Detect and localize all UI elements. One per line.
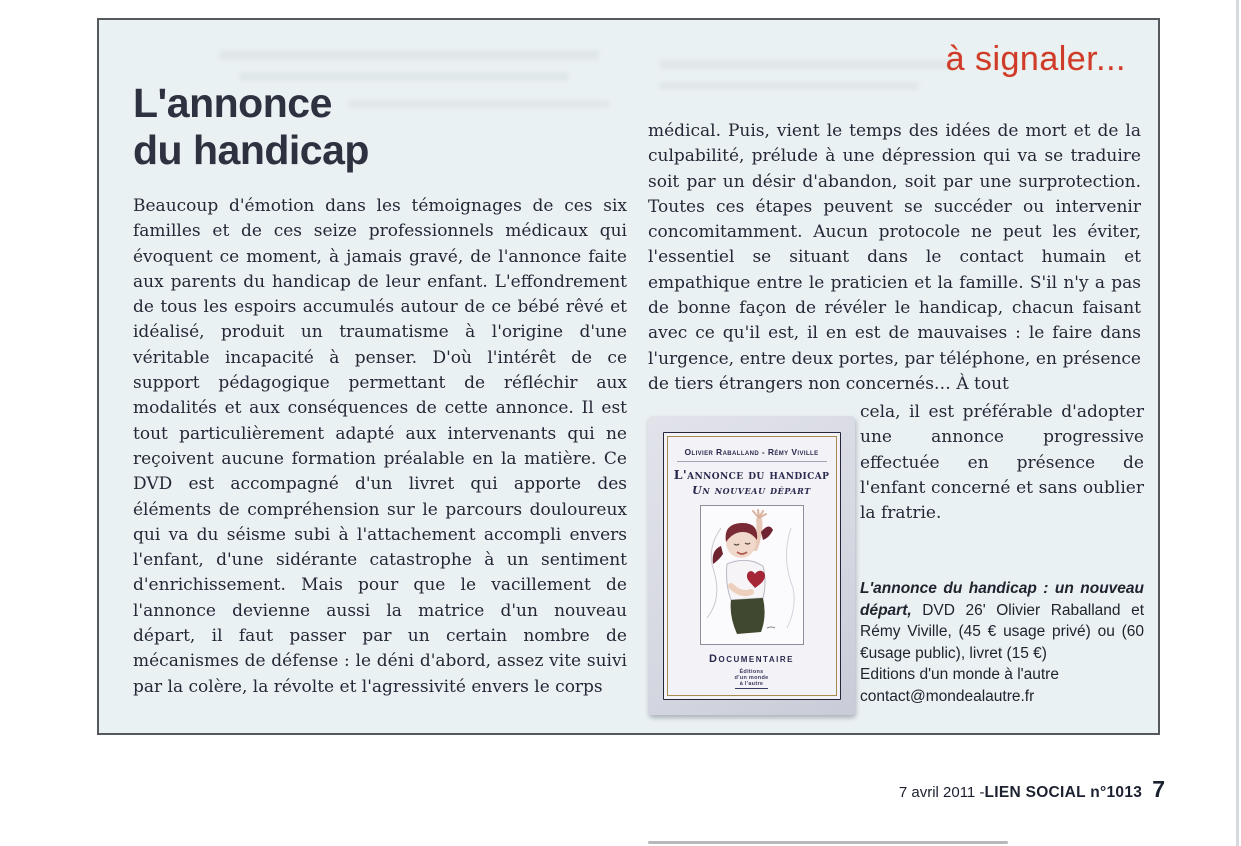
article-title-line1: L'annonce	[133, 80, 332, 126]
caption-title: L'annonce du handicap : un nouveau départ,	[860, 580, 1144, 619]
article-column-right-wrap: cela, il est préférable d'adopter une annonce progressive effectuée en présence de l'enfant concerné et sans oublier la fratrie.	[860, 402, 1144, 524]
dvd-cover-card	[663, 432, 841, 700]
dvd-subtitle: Un nouveau départ	[692, 483, 811, 497]
caption-details: DVD 26' Olivier Raballand et Rémy Viville, (45 € usage privé) ou (60 €usage public), livret (15 €)	[860, 601, 1144, 662]
dvd-genre-label: Documentaire	[709, 652, 794, 665]
article-column-right-top: médical. Puis, vient le temps des idées de mort et de la culpabilité, prélude à une dépression qui va se traduire soit par un désir d'abandon, soit par une surprotection. Toutes ces étapes peuvent se succéder ou intervenir concomitamment. Aucun protocole ne peut les éviter, l'essentiel se situant dans le contact humain et empathique entre le praticien et la famille. S'il n'y a pas de bonne façon de révéler le handicap, chacun faisant avec ce qu'il est, il en est de mauvaises : le faire dans l'urgence, entre deux portes, par téléphone, en présence de tiers étrangers non concernés… À tout	[648, 121, 1141, 394]
girl-with-heart-illustration	[703, 508, 801, 642]
showthrough-artifact	[219, 50, 599, 60]
dvd-caption	[860, 578, 1144, 707]
dvd-authors: Olivier Raballand - Rémy Viville	[684, 446, 819, 457]
footer-page-number: 7	[1152, 776, 1165, 802]
showthrough-artifact	[659, 82, 919, 90]
dvd-publisher-line2: d'un monde	[734, 674, 769, 681]
dvd-publisher-line1: Éditions	[739, 668, 764, 675]
scanner-bottom-artifact	[648, 841, 1008, 844]
article-column-left: Beaucoup d'émotion dans les témoignages de ces six familles et de ces seize professionnels médicaux qui évoquent ce moment, à jamais gravé, de l'annonce faite aux parents du handicap de leur enfant. L'effondrement de tous les espoirs accumulés autour de ce bébé rêvé et idéalisé, produit un traumatisme à l'origine d'une véritable incapacité à penser. D'où l'intérêt de ce support pédagogique permettant de réfléchir aux modalités et aux conséquences de cette annonce. Il est tout particulièrement adapté aux intervenants qui ne reçoivent aucune formation préalable en la matière. Ce DVD est accompagné d'un livret qui apporte des éléments de compréhension sur le parcours douloureux qui va du séisme subi à l'attachement accompli envers l'enfant, d'une sidérante catastrophe à un sentiment d'enrichissement. Mais pour que le vacillement de l'annonce devienne aussi la matrice d'un nouveau départ, il faut passer par un certain nombre de mécanismes de défense : le déni d'abord, assez vite suivi par la colère, la révolte et l'agressivité envers le corps	[133, 196, 627, 697]
dvd-title: L'annonce du handicap	[673, 466, 830, 482]
article-title-line2: du handicap	[133, 127, 369, 173]
article-box	[97, 18, 1160, 735]
article-title	[133, 80, 369, 174]
footer-magazine-issue: LIEN SOCIAL n°1013	[984, 784, 1143, 801]
dvd-publisher-line3: à l'autre	[735, 681, 769, 689]
page-footer	[899, 776, 1165, 803]
showthrough-artifact	[349, 100, 609, 108]
caption-publisher: Editions d'un monde à l'autre	[860, 666, 1059, 683]
caption-contact-email: contact@mondealautre.fr	[860, 687, 1035, 705]
footer-date: 7 avril 2011 -	[898, 784, 985, 801]
scanner-edge-artifact	[1236, 0, 1239, 846]
showthrough-artifact	[659, 60, 959, 69]
girl-illustration-image	[700, 505, 804, 645]
dvd-publisher-logo	[735, 669, 769, 689]
section-label: à signaler...	[945, 40, 1126, 78]
dvd-cover-photo	[648, 416, 855, 715]
dvd-divider	[677, 461, 827, 462]
